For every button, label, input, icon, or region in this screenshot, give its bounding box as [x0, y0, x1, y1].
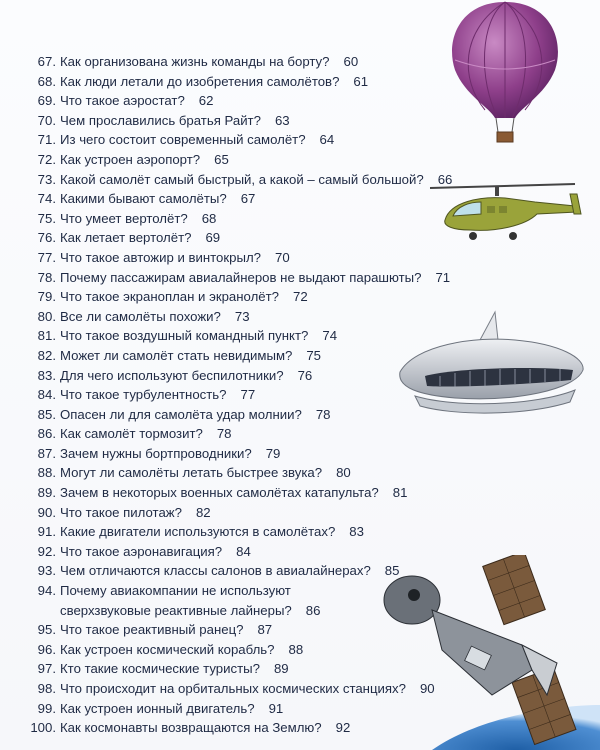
toc-item[interactable]: 67. Как организована жизнь команды на борту? 60: [37, 54, 359, 69]
toc-item[interactable]: 71. Из чего состоит современный самолёт? 64: [37, 132, 335, 148]
toc-item[interactable]: 88. Могут ли самолёты летать быстрее звука? 80: [37, 465, 351, 481]
toc-item[interactable]: 84. Что такое турбулентность? 77: [37, 387, 256, 403]
toc-item[interactable]: 99. Как устроен ионный двигатель? 91: [37, 700, 284, 716]
toc-item[interactable]: 95. Что такое реактивный ранец? 87: [37, 622, 273, 638]
toc-item[interactable]: 78. Почему пассажирам авиалайнеров не выдают парашюты? 71: [37, 269, 451, 285]
toc-item[interactable]: 74. Какими бывают самолёты? 67: [37, 191, 256, 207]
toc-item[interactable]: 86. Как самолёт тормозит? 78: [37, 426, 232, 442]
toc-item[interactable]: 87. Зачем нужны бортпроводники? 79: [37, 445, 281, 461]
table-of-contents: [0, 52, 600, 738]
toc-item[interactable]: 89. Зачем в некоторых военных самолётах катапульта? 81: [37, 485, 408, 501]
toc-item[interactable]: 75. Что умеет вертолёт? 68: [37, 210, 217, 226]
toc-item[interactable]: 72. Как устроен аэропорт? 65: [37, 151, 229, 167]
toc-item[interactable]: 91. Какие двигатели используются в самолётах? 83: [37, 524, 364, 540]
toc-item[interactable]: 83. Для чего используют беспилотники? 76: [37, 367, 313, 383]
toc-item[interactable]: 77. Что такое автожир и винтокрыл? 70: [37, 249, 290, 265]
toc-item[interactable]: 80. Все ли самолёты похожи? 73: [37, 308, 250, 324]
toc-item[interactable]: 92. Что такое аэронавигация? 84: [37, 543, 251, 559]
toc-item[interactable]: 69. Что такое аэростат? 62: [37, 93, 214, 109]
toc-item[interactable]: 97. Кто такие космические туристы? 89: [37, 661, 289, 677]
toc-item[interactable]: 82. Может ли самолёт стать невидимым? 75: [37, 347, 322, 363]
toc-item[interactable]: 94. Почему авиакомпании не используют сверхзвуковые реактивные лайнеры? 86: [37, 583, 321, 618]
toc-item[interactable]: 90. Что такое пилотаж? 82: [37, 504, 211, 520]
toc-item[interactable]: 79. Что такое экраноплан и экранолёт? 72: [37, 289, 308, 305]
toc-item[interactable]: 70. Чем прославились братья Райт? 63: [37, 112, 290, 128]
toc-item[interactable]: 68. Как люди летали до изобретения самолётов? 61: [37, 73, 369, 89]
toc-item[interactable]: 100. Как космонавты возвращаются на Землю? 92: [30, 720, 351, 736]
toc-item[interactable]: 96. Как устроен космический корабль? 88: [37, 641, 304, 657]
toc-item[interactable]: 76. Как летает вертолёт? 69: [37, 230, 221, 246]
toc-item[interactable]: 98. Что происходит на орбитальных космических станциях? 90: [37, 681, 435, 696]
toc-item[interactable]: 81. Что такое воздушный командный пункт? 74: [37, 328, 338, 344]
toc-item[interactable]: 93. Чем отличаются классы салонов в авиалайнерах? 85: [37, 563, 400, 579]
toc-item[interactable]: 73. Какой самолёт самый быстрый, а какой – самый большой? 66: [37, 171, 453, 187]
toc-item[interactable]: 85. Опасен ли для самолёта удар молнии? 78: [37, 406, 331, 422]
